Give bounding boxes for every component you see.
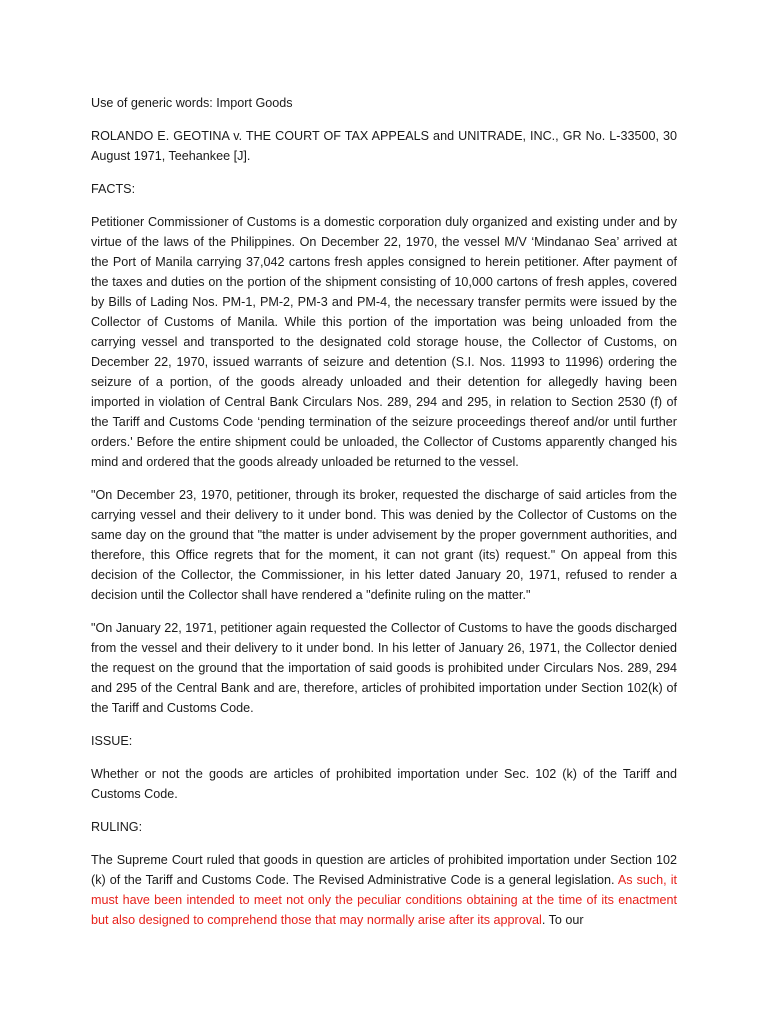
case-title: ROLANDO E. GEOTINA v. THE COURT OF TAX APPEALS and UNITRADE, INC., GR No. L-33500, 30 August 1971, Teehankee [J]. <box>91 129 677 163</box>
ruling-heading: RULING: <box>91 820 143 834</box>
facts-heading: FACTS: <box>91 182 136 196</box>
facts-paragraph-3: "On January 22, 1971, petitioner again requested the Collector of Customs to have the goods discharged from the vessel and their delivery to it under bond. In his letter of January 26, 1971, the Collector denied the request on the ground that the importation of said goods is prohibited under Circulars Nos. 289, 294 and 295 of the Central Bank and are, therefore, articles of prohibited importation under Section 102(k) of the Tariff and Customs Code. <box>91 621 677 715</box>
issue-heading: ISSUE: <box>91 734 133 748</box>
ruling-paragraph <box>91 850 677 930</box>
ruling-text-continued: . To our <box>541 913 584 927</box>
document-page <box>91 93 677 943</box>
ruling-text-plain: The Supreme Court ruled that goods in question are articles of prohibited importation under Section 102 (k) of the Tariff and Customs Code. The Revised Administrative Code is a general legislation. <box>91 853 677 887</box>
facts-paragraph-2: "On December 23, 1970, petitioner, through its broker, requested the discharge of said articles from the carrying vessel and their delivery to it under bond. This was denied by the Collector of Customs on the same day on the ground that "the matter is under advisement by the proper government authorities, and therefore, this Office regrets that for the moment, it can not grant (its) request." On appeal from this decision of the Collector, the Commissioner, in his letter dated January 20, 1971, refused to render a decision until the Collector shall have rendered a "definite ruling on the matter." <box>91 488 677 602</box>
facts-paragraph-1: Petitioner Commissioner of Customs is a domestic corporation duly organized and existing under and by virtue of the laws of the Philippines. On December 22, 1970, the vessel M/V ‘Mindanao Sea’ arrived at the Port of Manila carrying 37,042 cartons fresh apples consigned to herein petitioner. After payment of the taxes and duties on the portion of the shipment consisting of 10,000 cartons of fresh apples, covered by Bills of Lading Nos. PM-1, PM-2, PM-3 and PM-4, the necessary transfer permits were issued by the Collector of Customs of Manila. While this portion of the importation was being unloaded from the carrying vessel and transported to the designated cold storage house, the Collector of Customs, on December 22, 1970, issued warrants of seizure and detention (S.I. Nos. 11993 to 11996) ordering the seizure of a portion, of the goods already unloaded and their detention for allegedly having been imported in violation of Central Bank Circulars Nos. 289, 294 and 295, in relation to Section 2530 (f) of the Tariff and Customs Code ‘pending termination of the seizure proceedings thereof and/or until further orders.' Before the entire shipment could be unloaded, the Collector of Customs apparently changed his mind and ordered that the goods already unloaded be returned to the vessel. <box>91 215 677 469</box>
ruling-text-highlighted: As such, it must have been intended to meet not only the peculiar conditions obtaining at the time of its enactment but also designed to comprehend those that may normally arise after its approval <box>91 873 678 927</box>
topic-line: Use of generic words: Import Goods <box>91 96 293 110</box>
issue-text: Whether or not the goods are articles of prohibited importation under Sec. 102 (k) of the Tariff and Customs Code. <box>91 767 677 801</box>
